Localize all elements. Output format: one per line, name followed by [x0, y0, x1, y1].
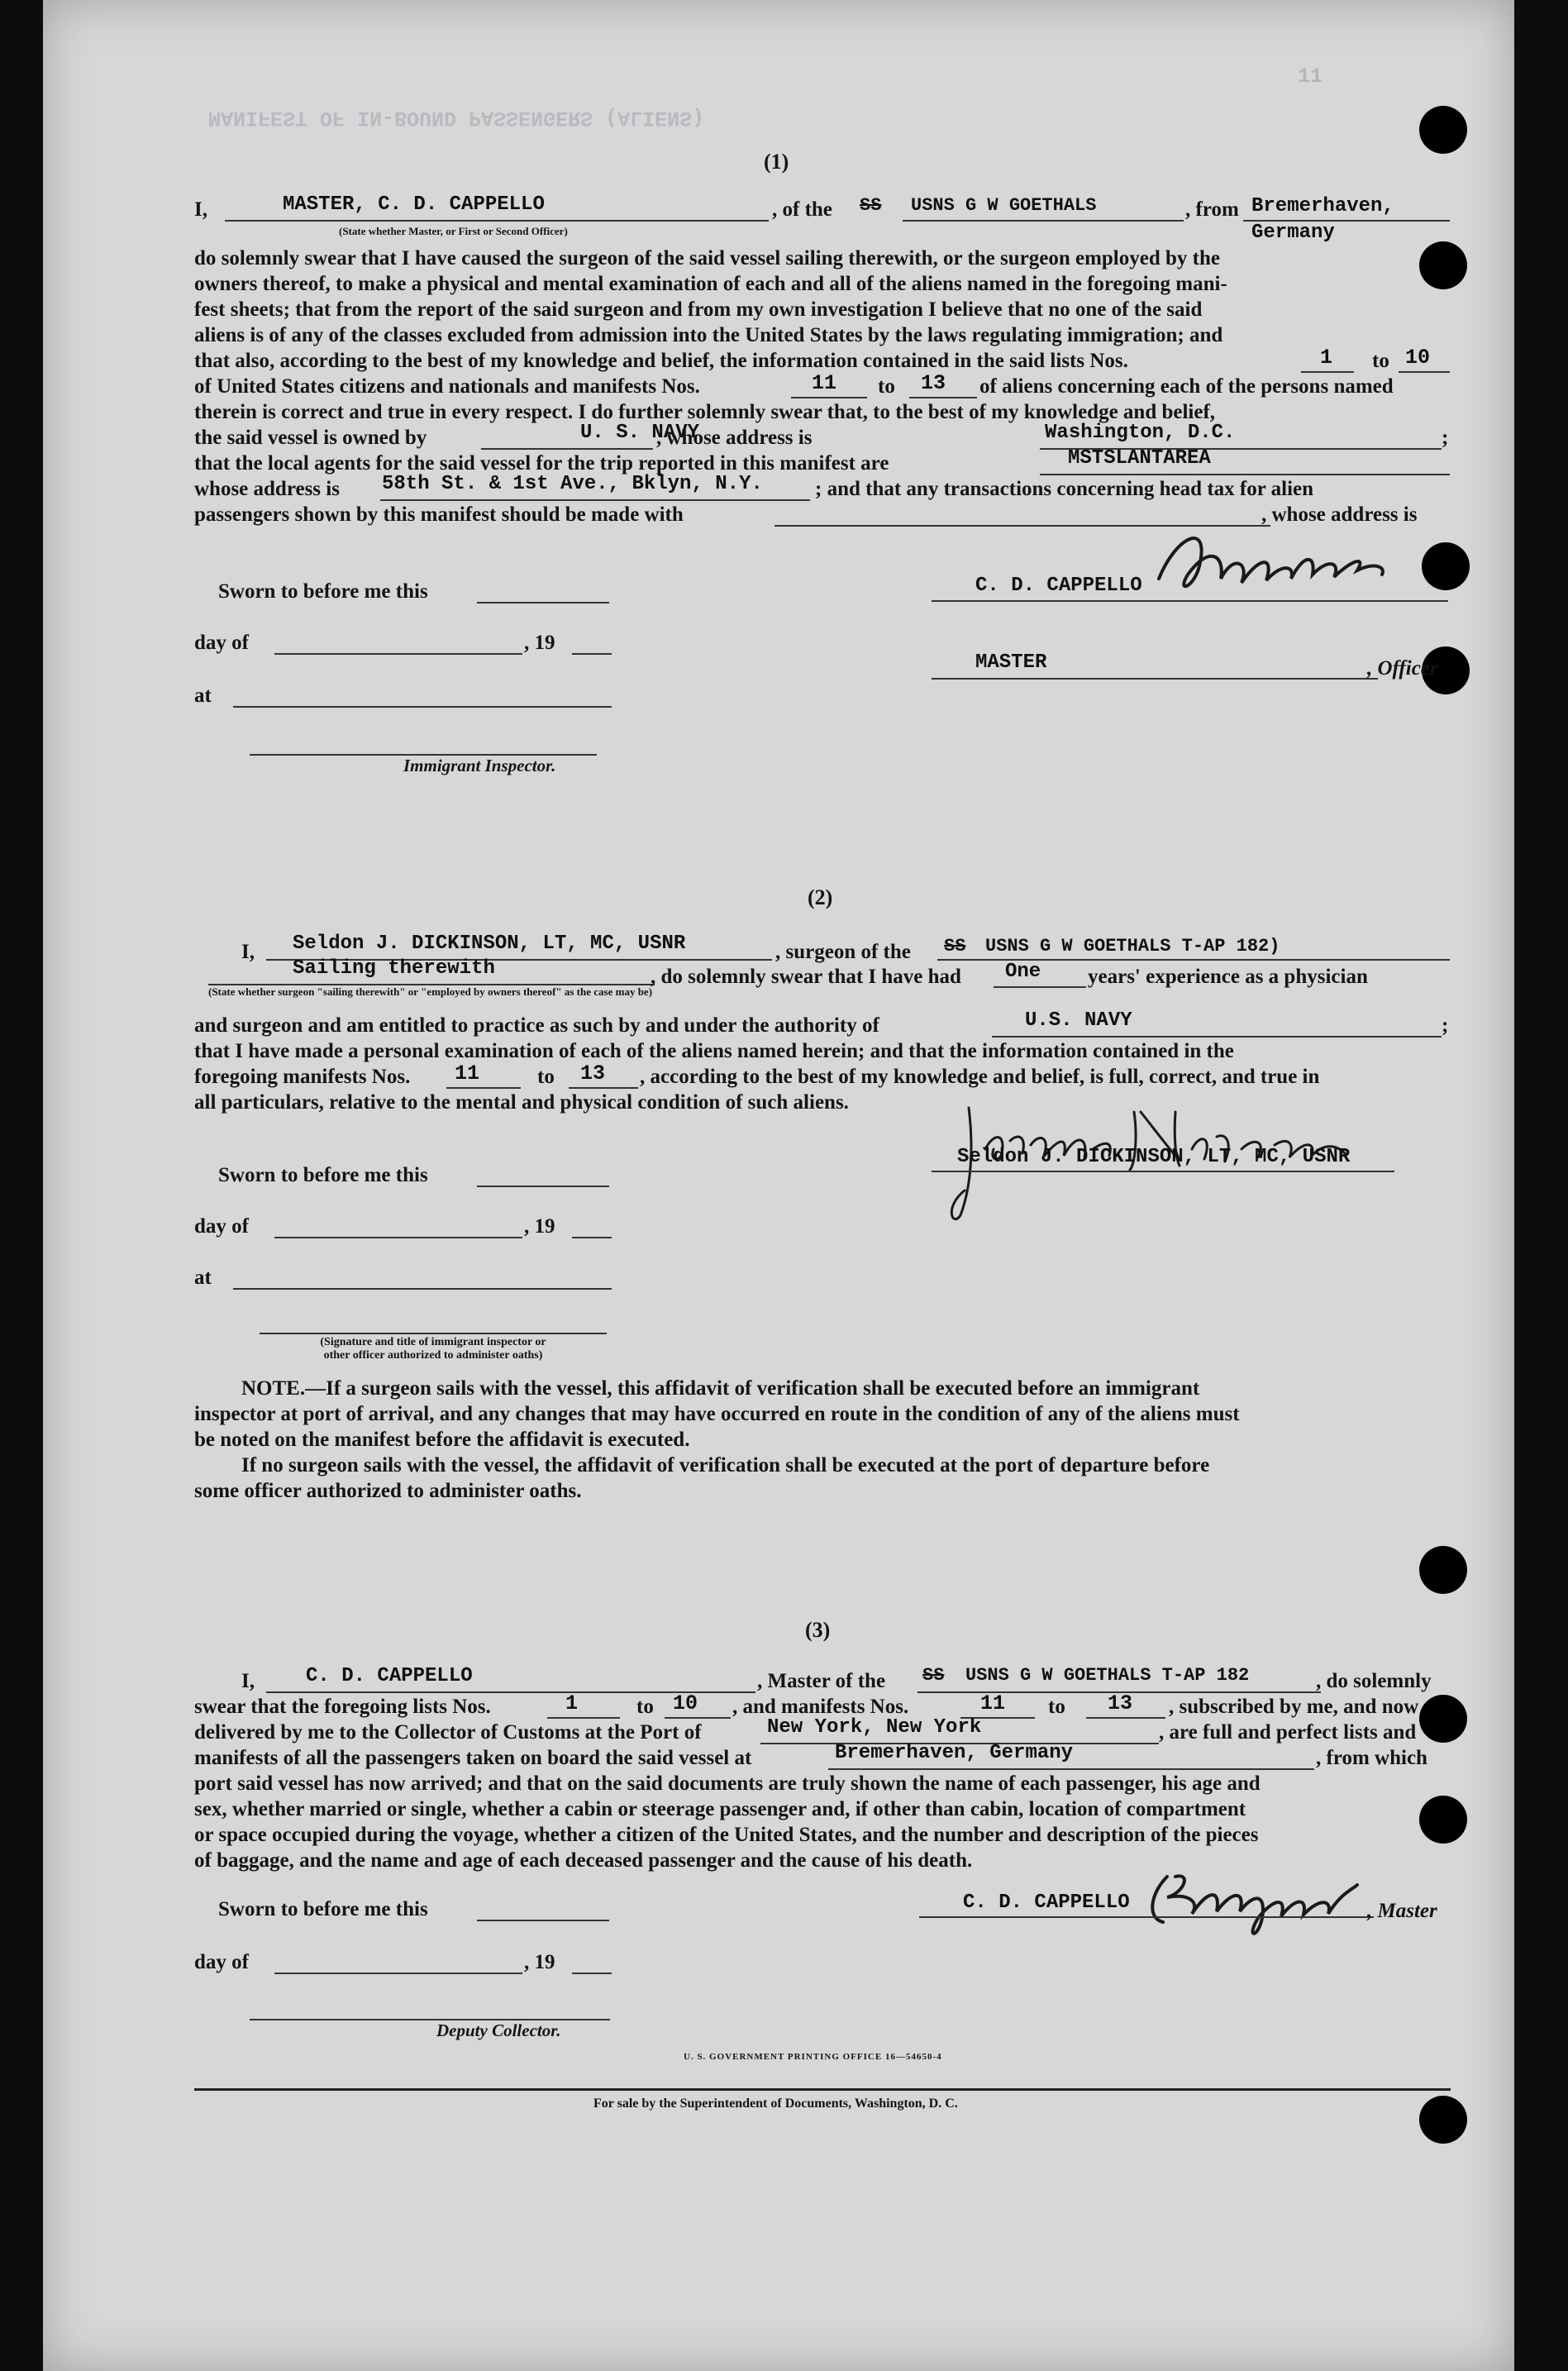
manifest-from: 11 [980, 1691, 1006, 1715]
para1-line8b: , whose address is [656, 427, 813, 449]
board-port: Bremerhaven, Germany [835, 1742, 1074, 1764]
para2-line5: all particulars, relative to the mental and physical condition of such aliens. [194, 1091, 849, 1114]
master-signature [1151, 529, 1399, 603]
para2-line4b: , according to the best of my knowledge and belief, is full, correct, and true in [640, 1066, 1320, 1088]
manifest-to: 13 [1108, 1691, 1133, 1715]
solemnly-label: , do solemnly [1316, 1670, 1432, 1692]
punch-hole [1419, 106, 1467, 154]
year-label: , 19 [524, 632, 555, 654]
title-typed: MASTER [975, 651, 1047, 674]
para3-line2a: swear that the foregoing lists Nos. [194, 1696, 491, 1718]
note-label: NOTE. [241, 1377, 306, 1400]
sworn-label: Sworn to before me this [218, 1164, 428, 1186]
note-line2: inspector at port of arrival, and any changes that may have occurred en route in the condition of any of the aliens must [194, 1403, 1240, 1425]
for-sale-line: For sale by the Superintendent of Documents, Washington, D. C. [593, 2097, 958, 2111]
swear-a: , do solemnly swear that I have had [651, 966, 961, 988]
i-label: I, [241, 1670, 255, 1692]
master-label: , Master [1367, 1900, 1437, 1922]
para3-line4b: , from which [1316, 1747, 1427, 1769]
para1-line4: aliens is of any of the classes excluded from admission into the United States by the laws regulating immigration; and [194, 324, 1223, 346]
para3-line3a: delivered by me to the Collector of Customs at the Port of [194, 1721, 702, 1744]
para1-line6b: of aliens concerning each of the persons named [979, 375, 1394, 398]
manifest-from: 11 [812, 371, 837, 395]
day-of-label: day of [194, 632, 249, 654]
note-line1: NOTE.—If a surgeon sails with the vessel, this affidavit of verification shall be executed before an immigrant [241, 1377, 1200, 1400]
note-line5: some officer authorized to administer oaths. [194, 1480, 582, 1502]
para1-line3: fest sheets; that from the report of the said surgeon and from my own investigation I believe that no one of the said [194, 298, 1203, 321]
owner-address: Washington, D.C. [1045, 422, 1236, 444]
sailing-therewith: Sailing therewith [293, 957, 495, 980]
para3-line2b: , and manifests Nos. [732, 1696, 909, 1718]
years-experience: One [1005, 961, 1041, 983]
i-label: I, [194, 198, 207, 221]
master-name: C. D. CAPPELLO [306, 1665, 473, 1687]
to-word: to [1372, 350, 1389, 372]
from-port: Bremerhaven, [1251, 195, 1394, 217]
sworn-label: Sworn to before me this [218, 580, 428, 603]
para2-line3: that I have made a personal examination of each of the aliens named herein; and that the information contained in the [194, 1040, 1234, 1062]
to-word: to [878, 375, 895, 398]
punch-hole [1419, 1695, 1467, 1743]
year-label: , 19 [524, 1215, 555, 1238]
para1-line11b: , whose address is [1261, 503, 1418, 526]
to-word: to [636, 1696, 654, 1718]
para3-line8: of baggage, and the name and age of each deceased passenger and the cause of his death. [194, 1849, 973, 1872]
section-number: (3) [805, 1618, 831, 1642]
at-label: at [194, 1267, 212, 1289]
list-from: 1 [565, 1691, 579, 1715]
sailing-note: (State whether surgeon "sailing therewith" or "employed by owners thereof" as the case may be) [208, 985, 653, 998]
agents-address: 58th St. & 1st Ave., Bklyn, N.Y. [382, 473, 763, 495]
at-label: at [194, 685, 212, 707]
officer-note: (State whether Master, or First or Second Officer) [339, 225, 568, 237]
para1-line8a: the said vessel is owned by [194, 427, 427, 449]
day-of-label: day of [194, 1215, 249, 1238]
manifest-to: 13 [580, 1061, 606, 1085]
para2-line4a: foregoing manifests Nos. [194, 1066, 411, 1088]
para1-line2: owners thereof, to make a physical and mental examination of each and all of the aliens named in the foregoing mani- [194, 273, 1227, 295]
para3-line6: sex, whether married or single, whether a cabin or steerage passenger and, if other than cabin, location of compartment [194, 1798, 1246, 1820]
para1-line11a: passengers shown by this manifest should be made with [194, 503, 684, 526]
day-of-label: day of [194, 1951, 249, 1973]
section-number: (1) [764, 150, 789, 174]
agents: MSTSLANTAREA [1068, 447, 1211, 470]
punch-hole [1419, 1546, 1467, 1594]
ghost-page-number: 11 [1298, 64, 1323, 88]
manifest-page: MANIFEST OF IN-BOUND PASSENGERS (ALIENS) 11 (1) I, MASTER, C. D. CAPPELLO (State whether Master, or First or Second Officer) , of the SS USNS G W GOETHALS , from Bremerhaven, Germany do solemnly swear that I have caused the surgeon of the said vessel sailing therewith, or the surgeon employed by the owners thereof, to make a physical and mental examination of each and all of the aliens named in the foregoing mani- fest sheets; that from the report of the said surgeon and from my own investigation I believe that no one of the said aliens is of any of the classes excluded from admission into the United States by the laws regulating immigration; and that also, according to the best of my knowledge and belief, the information contained in the said lists Nos. 1 to 10 of United States citizens and nationals and manifests Nos. 11 to 13 of aliens concerning each of the persons named therein is correct and true in every respect. I do further solemnly swear that, to the best of my knowledge and belief, the said vessel is owned by U. S. NAVY , whose address is Washington, D.C. ; that the local agents for the said vessel for the trip reported in this manifest are MSTSLANTAREA whose address is 58th St. & 1st Ave., Bklyn, N.Y. ; and that any transactions concerning head tax for alien passengers shown by this manifest should be made with , whose address is Sworn to before me this day of , 19 at Immigrant Inspector. C. D. CAPPELLO MASTER , Officer (2) I, Seldon J. DICKINSON, LT, MC, USNR , surgeon of the SS USNS G W GOETHALS T-AP 182) Sailing therewith (State whether surgeon "sailing therewith" or "employed by owners thereof" as the case may be) , do solemnly swear that I have had One years' experience as a physician and surgeon and am entitled to practice as such by and under the authority of U.S. NAVY ; that I have made a personal examination of each of the aliens named herein; and that the information contained in the foregoing manifests Nos. 11 to 13 , according to the best of my knowledge and belief, is full, correct, and true in all particulars, relative to the mental and physical condition of such aliens. Sworn to before me this day of , 19 at (Signature and title of immigrant inspector or other officer authorized to administer oaths) Seldon J. DICKINSON, LT, MC, USNR NOTE.—If a surgeon sails with the vessel, this affidavit of verification shall be executed before an immigrant inspector at port of arrival, and any changes that may have occurred en route in the condition of any of the aliens must be noted on the manifest before the affidavit is executed. If no surgeon sails with the vessel, the affidavit of verification shall be executed at the port of departure before some officer authorized to administer oaths. (3) I, C. D. CAPPELLO , Master of the SS USNS G W GOETHALS T-AP 182 , do solemnly swear that the foregoing lists Nos. 1 to 10 , and manifests Nos. 11 to 13 , subscribed by me, and now delivered by me to the Collector of Customs at the Port of New York, New York , are full and perfect lists and manifests of all the passengers taken on board the said vessel at Bremerhaven, Germany , from which port said vessel has now arrived; and that on the said documents are truly shown the name of each passenger, his age and sex, whether married or single, whether a cabin or steerage passenger and, if other than cabin, location of compartment or space occupied during the voyage, whether a citizen of the United States, and the number and description of the pieces of baggage, and the name and age of each deceased passenger and the cause of his death. Sworn to before me this day of , 19 Deputy Collector. C. D. CAPPELLO , Master U. S. GOVERNMENT PRINTING OFFICE 16—54650-4 For sale by the Superintendent of Documents, Washington, D. C. [43, 0, 1514, 2371]
vessel-strike: SS [944, 936, 966, 957]
swear-b: years' experience as a physician [1088, 966, 1368, 988]
vessel-name: USNS G W GOETHALS T-AP 182) [985, 936, 1280, 957]
list-from: 1 [1320, 346, 1333, 370]
punch-hole [1419, 1796, 1467, 1844]
port: New York, New York [767, 1716, 982, 1739]
para1-line10a: whose address is [194, 478, 340, 500]
list-to: 10 [673, 1691, 698, 1715]
to-word: to [1048, 1696, 1065, 1718]
note-line3: be noted on the manifest before the affidavit is executed. [194, 1429, 690, 1451]
year-label: , 19 [524, 1951, 555, 1973]
manifest-from: 11 [455, 1061, 480, 1085]
manifest-to: 13 [921, 371, 946, 395]
ghost-header: MANIFEST OF IN-BOUND PASSENGERS (ALIENS) [208, 106, 705, 130]
vessel-name: USNS G W GOETHALS T-AP 182 [965, 1665, 1250, 1686]
para1-line7: therein is correct and true in every respect. I do further solemnly swear that, to the best of my knowledge and belief, [194, 401, 1216, 423]
immigrant-inspector-label: Immigrant Inspector. [403, 756, 556, 775]
master-of-label: , Master of the [757, 1670, 886, 1692]
gpo-line: U. S. GOVERNMENT PRINTING OFFICE 16—54650-4 [684, 2052, 942, 2062]
surgeon-name: Seldon J. DICKINSON, LT, MC, USNR [293, 933, 686, 955]
para1-line10b: ; and that any transactions concerning head tax for alien [815, 478, 1314, 500]
surgeon-of-label: , surgeon of the [775, 941, 911, 963]
punch-hole [1419, 2096, 1467, 2144]
section-number: (2) [808, 885, 833, 909]
deputy-collector-label: Deputy Collector. [436, 2020, 561, 2040]
footer-rule [194, 2088, 1451, 2091]
note-line4: If no surgeon sails with the vessel, the affidavit of verification shall be executed at the port of departure before [241, 1454, 1210, 1477]
sworn-label: Sworn to before me this [218, 1898, 428, 1920]
punch-hole [1422, 542, 1470, 590]
from-country: Germany [1251, 222, 1335, 244]
signer-typed: C. D. CAPPELLO [975, 575, 1142, 597]
authority: U.S. NAVY [1025, 1009, 1132, 1032]
i-label: I, [241, 941, 255, 963]
para1-line6a: of United States citizens and nationals and manifests Nos. [194, 375, 700, 398]
owner: U. S. NAVY [580, 422, 700, 444]
surgeon-typed: Seldon J. DICKINSON, LT, MC, USNR [957, 1146, 1351, 1168]
para2-line2: and surgeon and am entitled to practice as such by and under the authority of [194, 1014, 879, 1037]
para3-line2c: , subscribed by me, and now [1169, 1696, 1419, 1718]
from-label: , from [1185, 198, 1239, 221]
vessel-strike: SS [922, 1665, 945, 1686]
list-to: 10 [1405, 346, 1431, 370]
master-typed: C. D. CAPPELLO [963, 1892, 1130, 1914]
officer-label: , Officer [1367, 657, 1438, 680]
punch-hole [1419, 241, 1467, 289]
inspector-sig-note: (Signature and title of immigrant inspector or other officer authorized to administer oaths) [320, 1336, 546, 1362]
para1-line1: do solemnly swear that I have caused the surgeon of the said vessel sailing therewith, or the surgeon employed by the [194, 247, 1220, 270]
officer-name: MASTER, C. D. CAPPELLO [283, 193, 545, 216]
master-signature [1142, 1860, 1390, 1943]
para3-line4a: manifests of all the passengers taken on board the said vessel at [194, 1747, 752, 1769]
para3-line5: port said vessel has now arrived; and that on the said documents are truly shown the name of each passenger, his age and [194, 1772, 1261, 1795]
para1-line9a: that the local agents for the said vessel for the trip reported in this manifest are [194, 452, 889, 475]
para1-line5: that also, according to the best of my knowledge and belief, the information contained in the said lists Nos. [194, 350, 1128, 372]
to-word: to [537, 1066, 555, 1088]
of-the-label: , of the [772, 198, 832, 221]
vessel-name: USNS G W GOETHALS [911, 195, 1097, 216]
para3-line7: or space occupied during the voyage, whether a citizen of the United States, and the number and description of the pieces [194, 1824, 1259, 1846]
para3-line3b: , are full and perfect lists and [1159, 1721, 1417, 1744]
vessel-strike: SS [860, 195, 882, 216]
